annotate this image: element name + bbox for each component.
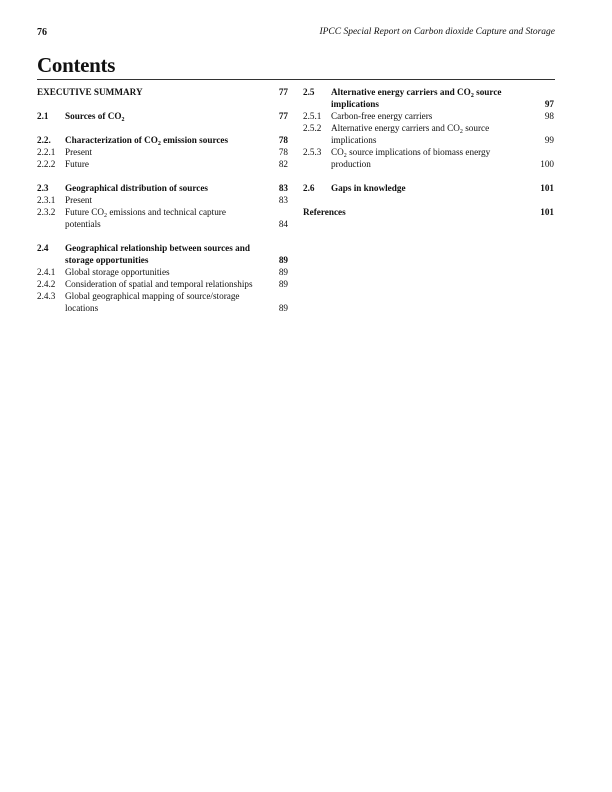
page-title: Contents — [37, 53, 116, 77]
toc-entry-page: 100 — [540, 159, 554, 169]
toc-entry-page: 101 — [540, 207, 554, 217]
toc-entry-number: 2.3.2 — [37, 207, 56, 217]
toc-entry-number: 2.5.2 — [303, 123, 322, 133]
toc-right-column — [303, 86, 554, 218]
toc-entry-number: 2.4 — [37, 243, 49, 253]
toc-entry-label: Global storage opportunities — [65, 267, 170, 277]
toc-entry-2-4-3[interactable] — [37, 290, 288, 314]
toc-entry-number: 2.5.3 — [303, 147, 322, 157]
toc-entry-2-2-2[interactable] — [37, 158, 288, 170]
toc-entry-label: Consideration of spatial and temporal relationships — [65, 279, 253, 289]
toc-entry-page: 82 — [278, 159, 288, 169]
toc-entry-2-1[interactable] — [37, 110, 288, 122]
toc-entry-page: 77 — [278, 111, 288, 121]
toc-entry-page: 89 — [278, 255, 288, 265]
toc-entry-executive-summary[interactable] — [37, 86, 288, 98]
toc-entry-2-2[interactable] — [37, 134, 288, 146]
running-header: IPCC Special Report on Carbon dioxide Capture and Storage — [319, 27, 555, 37]
toc-left-column — [37, 86, 288, 314]
toc-entry-label: Alternative energy carriers and $CO_2$ source implications — [331, 123, 490, 145]
toc-entry-label: Future $CO_2$ emissions and technical capture potentials — [65, 207, 226, 229]
page-number: 76 — [37, 27, 47, 38]
toc-entry-page: 89 — [278, 267, 288, 277]
toc-entry-2-3-1[interactable] — [37, 194, 288, 206]
toc-entry-label: $CO_2$ source implications of biomass energy production — [331, 147, 491, 169]
toc-entry-number: 2.3.1 — [37, 195, 56, 205]
toc-entry-references[interactable] — [303, 206, 554, 218]
toc-entry-2-2-1[interactable] — [37, 146, 288, 158]
toc-entry-label: Gaps in knowledge — [331, 183, 406, 193]
toc-entry-number: 2.2. — [37, 135, 51, 145]
toc-entry-number: 2.5.1 — [303, 111, 322, 121]
toc-entry-label: Present — [65, 147, 93, 157]
toc-entry-2-6[interactable] — [303, 182, 554, 194]
toc-entry-label: Characterization of $CO_2$ emission sources — [65, 135, 229, 147]
toc-entry-label: Global geographical mapping of source/storage locations — [65, 291, 240, 313]
toc-entry-label: Present — [65, 195, 93, 205]
toc-entry-2-3[interactable] — [37, 182, 288, 194]
toc-entry-page: 78 — [278, 135, 288, 145]
toc-entry-number: 2.1 — [37, 111, 49, 121]
toc-entry-number: 2.2.1 — [37, 147, 56, 157]
toc-entry-number: 2.4.3 — [37, 291, 56, 301]
toc-entry-page: 83 — [278, 195, 288, 205]
toc-entry-2-4-1[interactable] — [37, 266, 288, 278]
toc-entry-page: 78 — [278, 147, 288, 157]
toc-entry-page: 97 — [544, 99, 554, 109]
toc-entry-label: Geographical distribution of sources — [65, 183, 209, 193]
toc-entry-label: EXECUTIVE SUMMARY — [37, 87, 143, 97]
toc-entry-label: Geographical relationship between sources and storage opportunities — [65, 243, 250, 265]
toc-entry-2-5-3[interactable] — [303, 146, 554, 170]
toc-entry-2-5[interactable] — [303, 86, 554, 110]
toc-entry-page: 83 — [278, 183, 288, 193]
toc-entry-2-4-2[interactable] — [37, 278, 288, 290]
toc-entry-page: 89 — [278, 303, 288, 313]
toc-entry-2-5-2[interactable] — [303, 122, 554, 146]
toc-entry-2-3-2[interactable] — [37, 206, 288, 230]
toc-entry-page: 99 — [544, 135, 554, 145]
toc-entry-number: 2.4.2 — [37, 279, 56, 289]
toc-entry-2-4[interactable] — [37, 242, 288, 266]
toc-entry-label: References — [303, 207, 346, 217]
toc-entry-label: Future — [65, 159, 89, 169]
toc-entry-2-5-1[interactable] — [303, 110, 554, 122]
toc-entry-page: 89 — [278, 279, 288, 289]
toc-entry-label: Carbon-free energy carriers — [331, 111, 433, 121]
toc-entry-number: 2.3 — [37, 183, 49, 193]
toc-entry-label: Sources of $CO_2$ — [65, 111, 125, 123]
toc-entry-number: 2.4.1 — [37, 267, 56, 277]
title-divider — [37, 79, 555, 80]
toc-entry-label: Alternative energy carriers and $CO_2$ source implications — [331, 87, 502, 109]
toc-entry-page: 98 — [544, 111, 554, 121]
toc-entry-number: 2.2.2 — [37, 159, 56, 169]
toc-entry-number: 2.5 — [303, 87, 315, 97]
toc-entry-page: 84 — [278, 219, 288, 229]
toc-entry-page: 101 — [540, 183, 554, 193]
toc-entry-page: 77 — [278, 87, 288, 97]
toc-entry-number: 2.6 — [303, 183, 315, 193]
